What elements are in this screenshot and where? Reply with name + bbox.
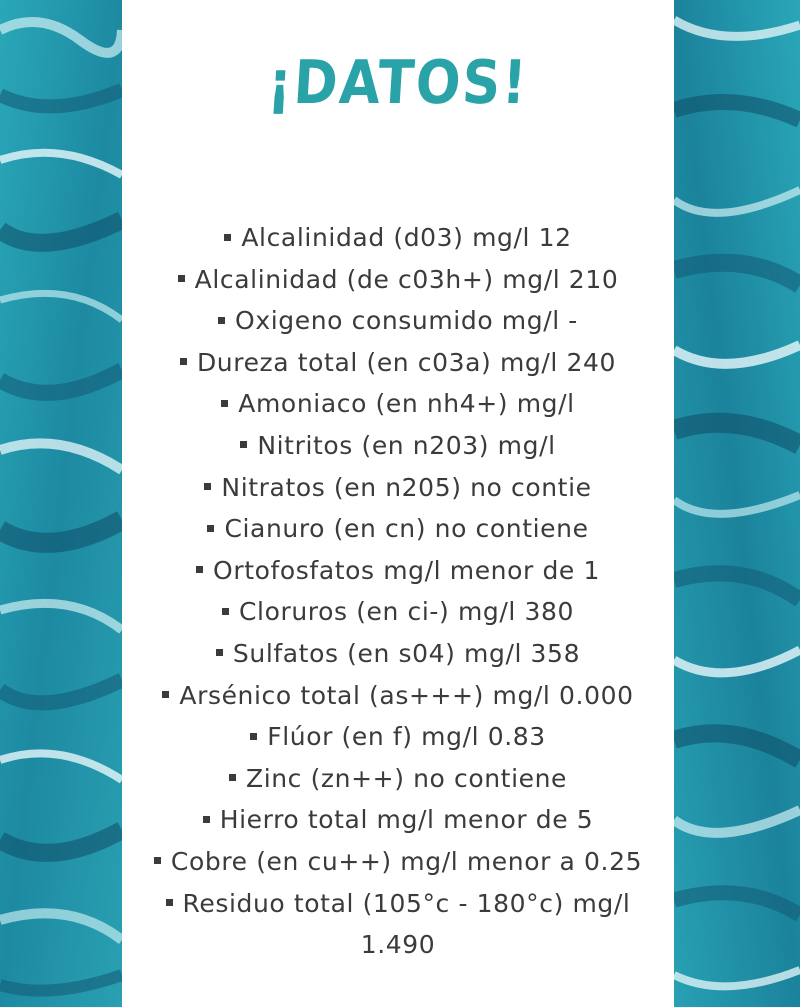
- list-item-text: Amoniaco (en nh4+) mg/l: [238, 389, 575, 419]
- list-item: [122, 841, 674, 883]
- list-item-text: Oxigeno consumido mg/l -: [235, 306, 578, 336]
- bullet-icon: [229, 774, 236, 781]
- list-item: [122, 300, 674, 342]
- info-panel: [122, 0, 674, 1007]
- list-item-text: Zinc (zn++) no contiene: [245, 763, 568, 793]
- bullet-icon: [178, 275, 185, 282]
- list-item-text: Alcalinidad (d03) mg/l 12: [241, 223, 572, 252]
- list-item: [122, 342, 674, 384]
- list-item-text: Cobre (en cu++) mg/l menor a 0.25: [170, 846, 643, 876]
- list-item-text: Dureza total (en c03a) mg/l 240: [196, 347, 617, 377]
- list-item: [122, 217, 674, 259]
- list-item-text: Cianuro (en cn) no contiene: [224, 514, 589, 544]
- water-texture-right: [674, 0, 800, 1007]
- list-item: [122, 425, 674, 467]
- list-item: [122, 633, 674, 675]
- list-item: [122, 883, 674, 966]
- water-background-left: [0, 0, 122, 1007]
- list-item: [122, 550, 674, 592]
- bullet-icon: [204, 483, 211, 490]
- bullet-icon: [196, 566, 203, 573]
- bullet-icon: [154, 857, 161, 864]
- bullet-icon: [166, 899, 173, 906]
- bullet-icon: [218, 317, 225, 324]
- bullet-icon: [180, 358, 187, 365]
- bullet-icon: [240, 441, 247, 448]
- list-item: [122, 383, 674, 425]
- list-item: [122, 508, 674, 550]
- list-item-text: Hierro total mg/l menor de 5: [219, 805, 594, 835]
- bullet-icon: [250, 733, 257, 740]
- bullet-icon: [162, 691, 169, 698]
- list-item: [122, 467, 674, 509]
- data-list: [122, 217, 674, 966]
- list-item-text: Flúor (en f) mg/l 0.83: [267, 722, 546, 752]
- water-texture-left: [0, 0, 122, 1007]
- list-item: [122, 758, 674, 800]
- bullet-icon: [221, 400, 228, 407]
- bullet-icon: [207, 525, 214, 532]
- list-item-text: Nitritos (en n203) mg/l: [257, 430, 556, 460]
- list-item: [122, 259, 674, 301]
- bullet-icon: [203, 816, 210, 823]
- bullet-icon: [222, 608, 229, 615]
- list-item: [122, 799, 674, 841]
- list-item-text: Arsénico total (as+++) mg/l 0.000: [179, 680, 634, 710]
- list-item: [122, 591, 674, 633]
- page-title: ¡DATOS!: [265, 48, 531, 118]
- list-item-text: Sulfatos (en s04) mg/l 358: [232, 638, 581, 668]
- list-item: [122, 675, 674, 717]
- list-item: [122, 716, 674, 758]
- water-background-right: [674, 0, 800, 1007]
- list-item-text: Alcalinidad (de c03h+) mg/l 210: [194, 264, 619, 294]
- bullet-icon: [216, 649, 223, 656]
- list-item-text: Ortofosfatos mg/l menor de 1: [213, 555, 600, 585]
- list-item-text: Cloruros (en ci-) mg/l 380: [238, 597, 574, 627]
- bullet-icon: [224, 234, 231, 241]
- list-item-text: Residuo total (105°c - 180°c) mg/l 1.490: [182, 888, 631, 960]
- list-item-text: Nitratos (en n205) no contie: [221, 472, 592, 502]
